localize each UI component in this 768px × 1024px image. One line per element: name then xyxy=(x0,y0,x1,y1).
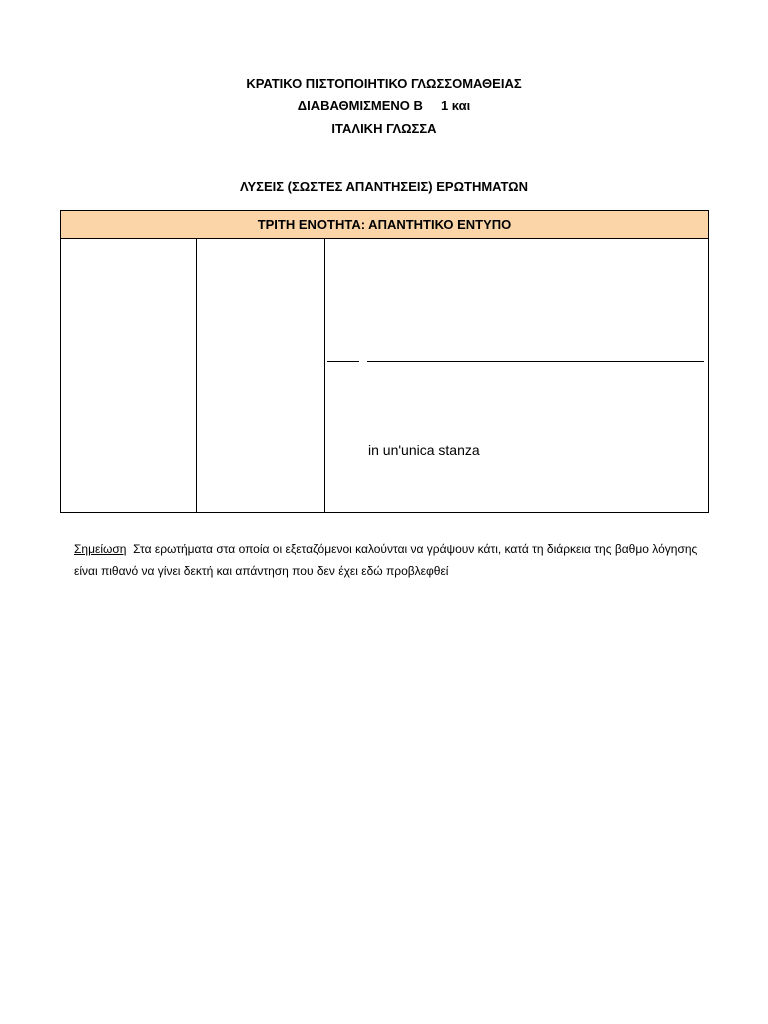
answer-blank-short xyxy=(327,361,359,362)
language-title: ΙΤΑΛΙΚΗ ΓΛΩΣΣΑ xyxy=(331,121,437,136)
certificate-title: ΚΡΑΤΙΚΟ ΠΙΣΤΟΠΟΙΗΤΙΚΟ ΓΛΩΣΣΟΜΑΘΕΙΑΣ xyxy=(246,76,522,91)
answer-blank-long xyxy=(367,361,704,362)
answer-table xyxy=(60,210,709,513)
answer-cell-text: in un'unica stanza xyxy=(368,442,480,458)
grading-note xyxy=(74,538,714,582)
note-text: Στα ερωτήματα στα οποία οι εξεταζόμενοι καλούνται να γράψουν κάτι, κατά τη διάρκεια της βαθμο λόγησης είναι πιθανό να γίνει δεκτή και απάντηση που δεν έχει εδώ προβλεφθεί xyxy=(74,542,698,578)
column-divider xyxy=(196,239,197,512)
column-divider xyxy=(324,239,325,512)
answers-section-heading: ΛΥΣΕΙΣ (ΣΩΣΤΕΣ ΑΠΑΝΤΗΣΕΙΣ) ΕΡΩΤΗΜΑΤΩΝ xyxy=(239,179,528,194)
note-label: Σημείωση xyxy=(74,542,127,556)
table-header: ΤΡΙΤΗ ΕΝΟΤΗΤΑ: ΑΠΑΝΤΗΤΙΚΟ ΕΝΤΥΠΟ xyxy=(61,211,708,239)
level-title: ΔΙΑΒΑΘΜΙΣΜΕΝΟ Β 1 και xyxy=(297,98,471,113)
